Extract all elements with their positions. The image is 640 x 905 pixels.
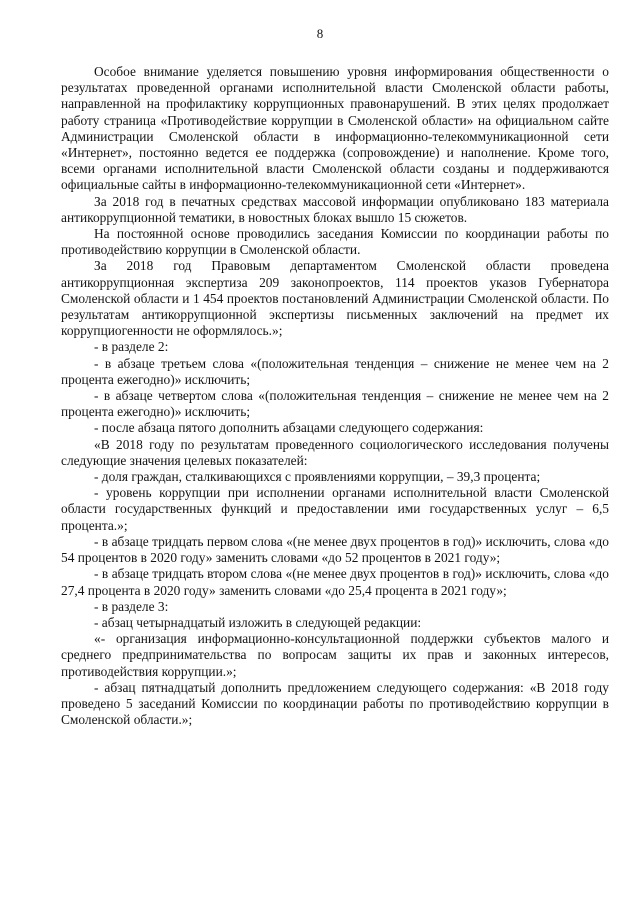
document-body bbox=[61, 64, 609, 728]
page-number: 8 bbox=[316, 26, 324, 41]
paragraph: - в абзаце тридцать первом слова «(не менее двух процентов в год)» исключить, слова «до 54 процентов в 2020 году» заменить словами «до 52 процентов в 2021 году»; bbox=[61, 533, 609, 566]
paragraph: - в абзаце четвертом слова «(положительная тенденция – снижение не менее чем на 2 процента ежегодно)» исключить; bbox=[61, 388, 609, 420]
paragraph: На постоянной основе проводились заседания Комиссии по координации работы по противодействию коррупции в Смоленской области. bbox=[61, 226, 609, 258]
paragraph: - после абзаца пятого дополнить абзацами следующего содержания: bbox=[94, 420, 484, 436]
paragraph: - абзац четырнадцатый изложить в следующей редакции: bbox=[94, 614, 422, 630]
paragraph: - уровень коррупции при исполнении органами исполнительной власти Смоленской области государственных функций и предоставлении ими государственных услуг – 6,5 процента.»; bbox=[61, 485, 609, 533]
paragraph: Особое внимание уделяется повышению уровня информирования общественности о результатах проведенной органами исполнительной власти Смоленской области работы, направленной на профилактику коррупционных правонарушений. В этих целях продолжает работу страница «Противодействие коррупции в Смоленской области» на официальном сайте Администрации Смоленской области в информационно-телекоммуникационной сети «Интернет», постоянно ведется ее поддержка (сопровождение) и наполнение. Кроме того, всеми органами исполнительной власти Смоленской области созданы и поддерживаются официальные сайты в информационно-телекоммуникационной сети «Интернет». bbox=[61, 64, 609, 193]
paragraph: «В 2018 году по результатам проведенного социологического исследования получены следующие значения целевых показателей: bbox=[61, 436, 609, 468]
paragraph: - в разделе 2: bbox=[94, 339, 169, 355]
paragraph: - в разделе 3: bbox=[94, 598, 169, 614]
paragraph: За 2018 год в печатных средствах массовой информации опубликовано 183 материала антикоррупционной тематики, в новостных блоках вышло 15 сюжетов. bbox=[61, 193, 609, 225]
paragraph: - абзац пятнадцатый дополнить предложением следующего содержания: «В 2018 году проведено 5 заседаний Комиссии по координации работы по противодействию коррупции в Смоленской области.»; bbox=[61, 679, 609, 728]
paragraph: - доля граждан, сталкивающихся с проявлениями коррупции, – 39,3 процента; bbox=[94, 469, 541, 485]
paragraph: За 2018 год Правовым департаментом Смоленской области проведена антикоррупционная экспертиза 209 законопроектов, 114 проектов указов Губернатора Смоленской области и 1 454 проектов постановлений Администрации Смоленской области. По результатам антикоррупционной экспертизы письменных заключений на предмет их коррупциогенности не оформлялось.»; bbox=[61, 258, 609, 339]
paragraph: - в абзаце тридцать втором слова «(не менее двух процентов в год)» исключить, слова «до 27,4 процента в 2020 году» заменить словами «до 25,4 процента в 2021 году»; bbox=[61, 566, 609, 598]
paragraph: «- организация информационно-консультационной поддержки субъектов малого и среднего предпринимательства по вопросам защиты их прав и законных интересов, противодействия коррупции.»; bbox=[61, 631, 609, 679]
paragraph: - в абзаце третьем слова «(положительная тенденция – снижение не менее чем на 2 процента ежегодно)» исключить; bbox=[61, 355, 609, 387]
